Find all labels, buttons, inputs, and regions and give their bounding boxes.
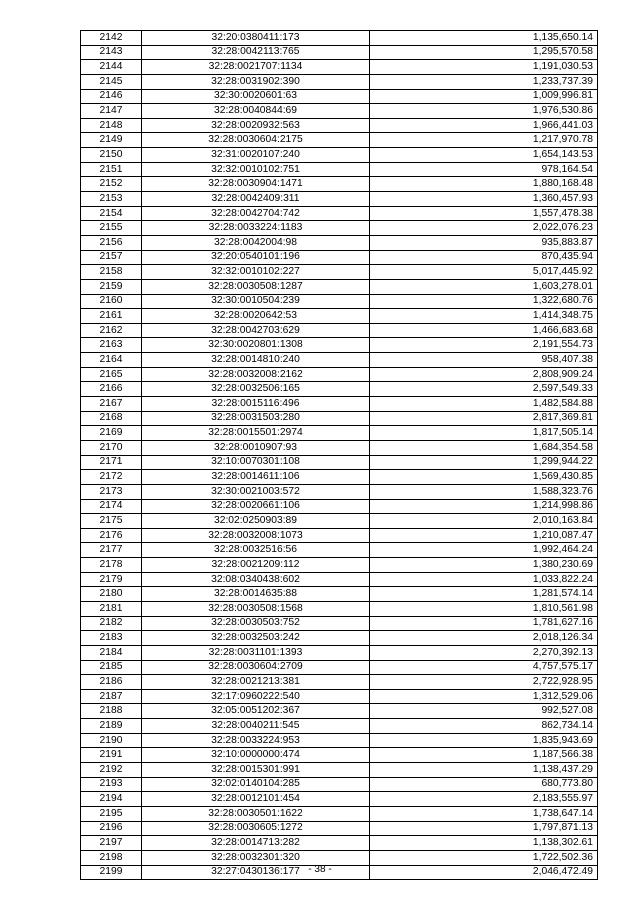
cadastral-value: 1,210,087.47 [370,528,598,543]
cadastral-value: 1,009,996.81 [370,89,598,104]
table-row [81,206,598,221]
table-row [81,631,598,646]
table-row [81,645,598,660]
table-row [81,104,598,119]
cadastral-number: 32:30:0010504:239 [142,294,370,309]
cadastral-number: 32:28:0014635:88 [142,587,370,602]
row-number: 2146 [81,89,142,104]
cadastral-number: 32:28:0010907:93 [142,440,370,455]
table-row [81,118,598,133]
table-row [81,294,598,309]
cadastral-value: 2,010,163.84 [370,514,598,529]
table-row [81,704,598,719]
cadastral-value: 2,808,909.24 [370,367,598,382]
row-number: 2173 [81,484,142,499]
table-row [81,616,598,631]
table-row [81,719,598,734]
cadastral-value: 2,817,369.81 [370,411,598,426]
row-number: 2187 [81,689,142,704]
cadastral-number: 32:28:0012101:454 [142,792,370,807]
table-row [81,850,598,865]
cadastral-number: 32:05:0051202:367 [142,704,370,719]
cadastral-value: 1,684,354.58 [370,440,598,455]
row-number: 2161 [81,309,142,324]
row-number: 2191 [81,748,142,763]
cadastral-value: 935,883.87 [370,235,598,250]
table-row [81,733,598,748]
table-row [81,514,598,529]
row-number: 2164 [81,353,142,368]
row-number: 2158 [81,265,142,280]
cadastral-value: 1,966,441.03 [370,118,598,133]
cadastral-value: 1,191,030.53 [370,60,598,75]
cadastral-number: 32:08:0340438:602 [142,572,370,587]
row-number: 2163 [81,338,142,353]
row-number: 2148 [81,118,142,133]
cadastral-number: 32:28:0031503:280 [142,411,370,426]
cadastral-value: 992,527.08 [370,704,598,719]
cadastral-number: 32:28:0014810:240 [142,353,370,368]
cadastral-number: 32:28:0032506:165 [142,382,370,397]
cadastral-number: 32:30:0020801:1308 [142,338,370,353]
cadastral-value: 1,654,143.53 [370,148,598,163]
cadastral-number: 32:28:0014611:106 [142,470,370,485]
table-row [81,455,598,470]
row-number: 2196 [81,821,142,836]
table-row [81,177,598,192]
cadastral-value: 5,017,445.92 [370,265,598,280]
row-number: 2154 [81,206,142,221]
row-number: 2165 [81,367,142,382]
cadastral-value: 1,233,737.39 [370,74,598,89]
cadastral-value: 870,435.94 [370,250,598,265]
row-number: 2168 [81,411,142,426]
table-row [81,528,598,543]
row-number: 2143 [81,45,142,60]
row-number: 2159 [81,279,142,294]
row-number: 2194 [81,792,142,807]
cadastral-value: 2,191,554.73 [370,338,598,353]
row-number: 2176 [81,528,142,543]
cadastral-number: 32:28:0031902:390 [142,74,370,89]
row-number: 2147 [81,104,142,119]
cadastral-value: 1,722,502.36 [370,850,598,865]
row-number: 2156 [81,235,142,250]
cadastral-value: 2,018,126.34 [370,631,598,646]
row-number: 2181 [81,601,142,616]
row-number: 2199 [81,865,142,880]
row-number: 2167 [81,397,142,412]
cadastral-value: 862,734.14 [370,719,598,734]
cadastral-number: 32:28:0030604:2709 [142,660,370,675]
cadastral-number: 32:28:0032516:56 [142,543,370,558]
cadastral-value: 1,992,464.24 [370,543,598,558]
row-number: 2160 [81,294,142,309]
table-row [81,323,598,338]
cadastral-value: 1,281,574.14 [370,587,598,602]
cadastral-value: 2,046,472.49 [370,865,598,880]
cadastral-value: 1,217,970.78 [370,133,598,148]
row-number: 2174 [81,499,142,514]
cadastral-value: 1,835,943.69 [370,733,598,748]
cadastral-number: 32:28:0030904:1471 [142,177,370,192]
row-number: 2149 [81,133,142,148]
cadastral-number: 32:32:0010102:227 [142,265,370,280]
cadastral-value: 1,295,570.58 [370,45,598,60]
cadastral-value: 1,569,430.85 [370,470,598,485]
row-number: 2155 [81,221,142,236]
cadastral-value: 1,138,437.29 [370,763,598,778]
cadastral-value: 1,380,230.69 [370,558,598,573]
cadastral-value: 1,482,584.88 [370,397,598,412]
table-row [81,777,598,792]
cadastral-number: 32:28:0015501:2974 [142,426,370,441]
cadastral-number: 32:28:0032503:242 [142,631,370,646]
table-row [81,382,598,397]
cadastral-value: 2,183,555.97 [370,792,598,807]
cadastral-value: 1,588,323.76 [370,484,598,499]
row-number: 2152 [81,177,142,192]
row-number: 2150 [81,148,142,163]
cadastral-number: 32:27:0430136:177 [142,865,370,880]
table-row [81,484,598,499]
cadastral-number: 32:28:0030501:1622 [142,806,370,821]
table-row [81,440,598,455]
cadastral-number: 32:28:0042704:742 [142,206,370,221]
table-row [81,675,598,690]
cadastral-value: 1,414,348.75 [370,309,598,324]
cadastral-number: 32:32:0010102:751 [142,162,370,177]
row-number: 2195 [81,806,142,821]
cadastral-number: 32:28:0030605:1272 [142,821,370,836]
cadastral-value: 1,817,505.14 [370,426,598,441]
cadastral-number: 32:28:0015116:496 [142,397,370,412]
cadastral-value: 2,270,392.13 [370,645,598,660]
cadastral-value: 1,797,871.13 [370,821,598,836]
cadastral-number: 32:28:0020642:53 [142,309,370,324]
cadastral-number: 32:28:0042409:311 [142,192,370,207]
table-row [81,279,598,294]
cadastral-number: 32:28:0020932:563 [142,118,370,133]
table-row [81,689,598,704]
cadastral-number: 32:28:0032008:2162 [142,367,370,382]
cadastral-value: 4,757,575.17 [370,660,598,675]
table-row [81,353,598,368]
row-number: 2145 [81,74,142,89]
cadastral-value: 1,557,478.38 [370,206,598,221]
cadastral-value: 958,407.38 [370,353,598,368]
row-number: 2178 [81,558,142,573]
table-row [81,821,598,836]
cadastral-value: 978,164.54 [370,162,598,177]
row-number: 2190 [81,733,142,748]
row-number: 2170 [81,440,142,455]
cadastral-value: 1,603,278.01 [370,279,598,294]
cadastral-value: 1,299,944.22 [370,455,598,470]
cadastral-number: 32:28:0040211:545 [142,719,370,734]
cadastral-value: 1,810,561.98 [370,601,598,616]
row-number: 2198 [81,850,142,865]
row-number: 2171 [81,455,142,470]
table-row [81,89,598,104]
table-row [81,572,598,587]
cadastral-number: 32:02:0250903:89 [142,514,370,529]
cadastral-number: 32:28:0040844:69 [142,104,370,119]
table-row [81,133,598,148]
table-row [81,31,598,46]
cadastral-value: 1,138,302.61 [370,836,598,851]
cadastral-number: 32:28:0033224:953 [142,733,370,748]
cadastral-number: 32:28:0030604:2175 [142,133,370,148]
cadastral-value: 1,312,529.06 [370,689,598,704]
row-number: 2177 [81,543,142,558]
table-row [81,601,598,616]
cadastral-number: 32:28:0021209:112 [142,558,370,573]
table-row [81,192,598,207]
row-number: 2153 [81,192,142,207]
row-number: 2189 [81,719,142,734]
row-number: 2192 [81,763,142,778]
row-number: 2185 [81,660,142,675]
table-row [81,148,598,163]
row-number: 2182 [81,616,142,631]
row-number: 2151 [81,162,142,177]
table-row [81,558,598,573]
cadastral-value-table [80,30,598,880]
table-row [81,470,598,485]
cadastral-number: 32:10:0000000:474 [142,748,370,763]
row-number: 2188 [81,704,142,719]
cadastral-number: 32:28:0030508:1568 [142,601,370,616]
row-number: 2186 [81,675,142,690]
table-row [81,806,598,821]
row-number: 2184 [81,645,142,660]
cadastral-number: 32:31:0020107:240 [142,148,370,163]
cadastral-value: 1,033,822.24 [370,572,598,587]
cadastral-number: 32:30:0020601:63 [142,89,370,104]
row-number: 2157 [81,250,142,265]
cadastral-number: 32:28:0021707:1134 [142,60,370,75]
table-row [81,60,598,75]
cadastral-number: 32:28:0042703:629 [142,323,370,338]
cadastral-number: 32:28:0042113:765 [142,45,370,60]
cadastral-value: 1,214,998.86 [370,499,598,514]
table-row [81,397,598,412]
row-number: 2175 [81,514,142,529]
table-row [81,660,598,675]
cadastral-value: 1,187,566.38 [370,748,598,763]
table-row [81,587,598,602]
table-row [81,836,598,851]
table-row [81,235,598,250]
cadastral-number: 32:28:0042004:98 [142,235,370,250]
row-number: 2166 [81,382,142,397]
table-row [81,763,598,778]
cadastral-number: 32:28:0030508:1287 [142,279,370,294]
table-row [81,792,598,807]
page-number: - 38 - [308,864,332,875]
table-row [81,309,598,324]
table-row [81,426,598,441]
cadastral-number: 32:28:0014713:282 [142,836,370,851]
row-number: 2179 [81,572,142,587]
cadastral-value: 680,773.80 [370,777,598,792]
table-row [81,74,598,89]
row-number: 2197 [81,836,142,851]
table-row [81,499,598,514]
cadastral-number: 32:28:0032008:1073 [142,528,370,543]
cadastral-number: 32:28:0020661:106 [142,499,370,514]
cadastral-value: 2,722,928.95 [370,675,598,690]
table-row [81,250,598,265]
row-number: 2169 [81,426,142,441]
table-row [81,748,598,763]
cadastral-value: 1,880,168.48 [370,177,598,192]
cadastral-value: 1,976,530.86 [370,104,598,119]
cadastral-number: 32:28:0021213:381 [142,675,370,690]
table-row [81,45,598,60]
row-number: 2162 [81,323,142,338]
cadastral-number: 32:10:0070301:108 [142,455,370,470]
cadastral-value: 1,738,647.14 [370,806,598,821]
row-number: 2193 [81,777,142,792]
cadastral-number: 32:28:0033224:1183 [142,221,370,236]
cadastral-number: 32:30:0021003:572 [142,484,370,499]
table-row [81,162,598,177]
cadastral-number: 32:28:0032301:320 [142,850,370,865]
table-row [81,411,598,426]
cadastral-number: 32:28:0015301:991 [142,763,370,778]
cadastral-number: 32:20:0540101:196 [142,250,370,265]
table-body [81,31,598,880]
cadastral-number: 32:28:0031101:1393 [142,645,370,660]
row-number: 2180 [81,587,142,602]
cadastral-number: 32:28:0030503:752 [142,616,370,631]
table-row [81,543,598,558]
row-number: 2172 [81,470,142,485]
cadastral-value: 2,597,549.33 [370,382,598,397]
table-row [81,367,598,382]
cadastral-number: 32:02:0140104:285 [142,777,370,792]
table-row [81,338,598,353]
table-row [81,221,598,236]
cadastral-value: 1,322,680.76 [370,294,598,309]
table-row [81,265,598,280]
cadastral-value: 1,466,683.68 [370,323,598,338]
cadastral-value: 1,360,457.93 [370,192,598,207]
row-number: 2144 [81,60,142,75]
row-number: 2142 [81,31,142,46]
cadastral-value: 2,022,076.23 [370,221,598,236]
cadastral-number: 32:17:0960222:540 [142,689,370,704]
cadastral-value: 1,781,627.16 [370,616,598,631]
cadastral-number: 32:20:0380411:173 [142,31,370,46]
row-number: 2183 [81,631,142,646]
cadastral-value: 1,135,650.14 [370,31,598,46]
